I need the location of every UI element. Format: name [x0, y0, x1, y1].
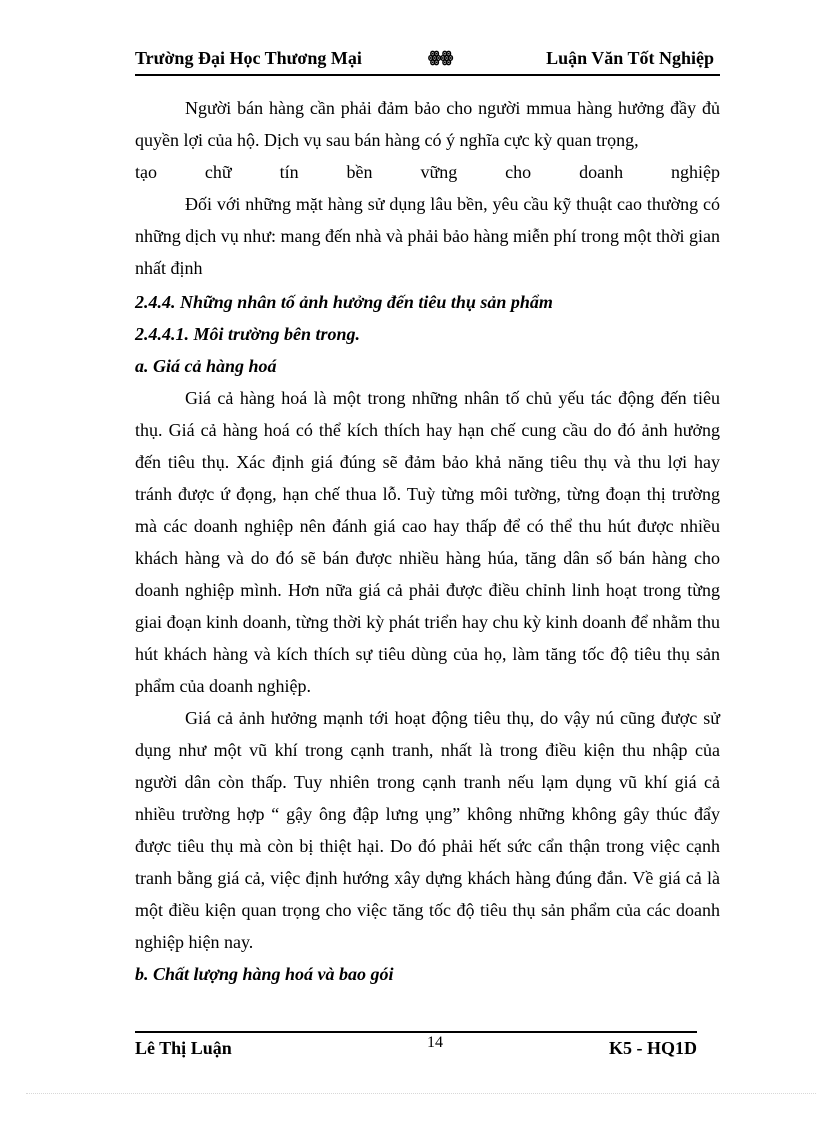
paragraph-durable-goods: Đối với những mặt hàng sử dụng lâu bền, yêu cầu kỹ thuật cao thường có những dịch vụ như: mang đến nhà và phải bảo hàng miễn phí trong một thời gian nhất định	[135, 194, 720, 278]
paragraph-price-factor: Giá cả hàng hoá là một trong những nhân tố chủ yếu tác động đến tiêu thụ. Giá cả hàng hoá có thể kích thích hay hạn chế cung cầu do đó ảnh hưởng đến tiêu thụ. Xác định giá đúng sẽ đảm bảo khả năng tiêu thụ và thu lợi hay tránh được ứ đọng, hạn chế thua lỗ. Tuỳ từng môi tường, từng đoạn thị trường mà các doanh nghiệp nên đánh giá cao hay thấp để có thể thu hút được nhiều khách hàng và do đó sẽ bán được nhiều hàng húa, tăng dân số bán hàng cho doanh nghiệp mình. Hơn nữa giá cả phải được điều chỉnh linh hoạt trong từng giai đoạn kinh doanh, từng thời kỳ phát triển hay chu kỳ kinh doanh để nhằm thu hút khách hàng và kích thích sự tiêu dùng của họ, làm tăng tốc độ tiêu thụ sản phẩm của doanh nghiệp.	[135, 388, 720, 696]
footer-divider	[135, 1031, 697, 1033]
header-thesis-title: Luận Văn Tốt Nghiệp	[546, 48, 714, 68]
page-body	[135, 92, 720, 990]
footer-author: Lê Thị Luận	[135, 1038, 232, 1058]
heading-quality-packaging: b. Chất lượng hàng hoá và bao gói	[135, 964, 394, 984]
section-heading-factors: 2.4.4. Những nhân tố ảnh hưởng đến tiêu thụ sản phẩm	[135, 292, 553, 312]
page-footer	[135, 1034, 697, 1064]
heading-price: a. Giá cả hàng hoá	[135, 356, 277, 376]
header-university: Trường Đại Học Thương Mại	[135, 48, 362, 68]
page-edge-divider	[26, 1093, 816, 1094]
page-number: 14	[427, 1034, 443, 1051]
paragraph-after-sales-service: Người bán hàng cần phải đảm bảo cho người mmua hàng hưởng đầy đủ quyền lợi của hộ. Dịch vụ sau bán hàng có ý nghĩa cực kỳ quan trọng,	[135, 98, 720, 150]
paragraph-price-competition: Giá cả ảnh hưởng mạnh tới hoạt động tiêu thụ, do vậy nú cũng được sử dụng như một vũ khí trong cạnh tranh, nhất là trong điều kiện thu nhập của người dân còn thấp. Tuy nhiên trong cạnh tranh nếu lạm dụng vũ khí giá cả nhiều trường hợp “ gậy ông đập lưng ụng” không những không gây thúc đẩy được tiêu thụ mà còn bị thiệt hại. Do đó phải hết sức cẩn thận trong việc cạnh tranh bằng giá cả, việc định hướng xây dựng khách hàng đúng đắn. Về giá cả là một điều kiện quan trọng cho việc tăng tốc độ tiêu thụ sản phẩm của các doanh nghiệp hiện nay.	[135, 708, 720, 952]
subsection-heading-internal: 2.4.4.1. Môi trường bên trong.	[135, 324, 360, 344]
footer-class-code: K5 - HQ1D	[609, 1038, 697, 1058]
paragraph-after-sales-service-end: tạo chữ tín bền vững cho doanh nghiệp	[135, 162, 720, 182]
page-header	[135, 46, 720, 76]
header-ornament-icon: ꙮꙮ	[428, 50, 453, 66]
